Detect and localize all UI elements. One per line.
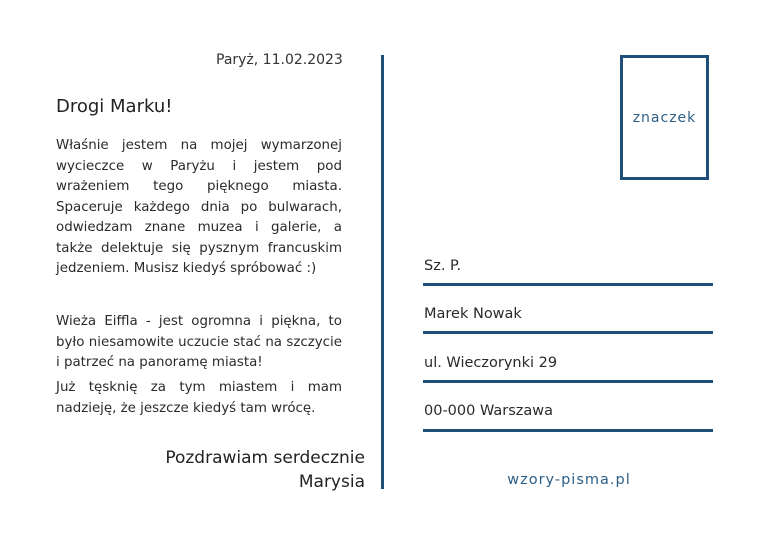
- letter-paragraph-3: Już tęsknię za tym miastem i mam nadzieję, że jeszcze kiedyś tam wrócę.: [56, 380, 342, 416]
- letter-paragraph-1: Właśnie jestem na mojej wymarzonej wycieczce w Paryżu i jestem pod wrażeniem tego pięknego miasta. Spaceruje każdego dnia po bulwarach, odwiedzam znane muzea i galerie, a także delektuje się pysznym francuskim jedzeniem. Musisz kiedyś spróbować :): [56, 138, 342, 276]
- address-line-2: Marek Nowak: [424, 306, 522, 322]
- address-underline-3: [423, 380, 713, 383]
- address-line-3: ul. Wieczorynki 29: [424, 355, 558, 371]
- address-underline-1: [423, 283, 713, 286]
- letter-paragraph-2: Wieża Eiffla - jest ogromna i piękna, to było niesamowite uczucie stać na szczycie i patrzeć na panoramę miasta!: [56, 314, 342, 370]
- stamp-label: znaczek: [632, 109, 697, 126]
- stamp-box: [620, 55, 709, 180]
- center-divider: [381, 55, 384, 489]
- address-underline-2: [423, 331, 713, 334]
- letter-closing-block: [120, 446, 365, 494]
- letter-signature: Marysia: [298, 472, 365, 492]
- website-link[interactable]: wzory-pisma.pl: [507, 472, 631, 488]
- address-underline-4: [423, 429, 713, 432]
- letter-date: Paryż, 11.02.2023: [216, 52, 343, 68]
- address-line-4: 00-000 Warszawa: [424, 403, 554, 419]
- address-line-1: Sz. P.: [424, 258, 462, 274]
- letter-greeting: Drogi Marku!: [56, 96, 173, 117]
- letter-closing: Pozdrawiam serdecznie: [165, 448, 365, 468]
